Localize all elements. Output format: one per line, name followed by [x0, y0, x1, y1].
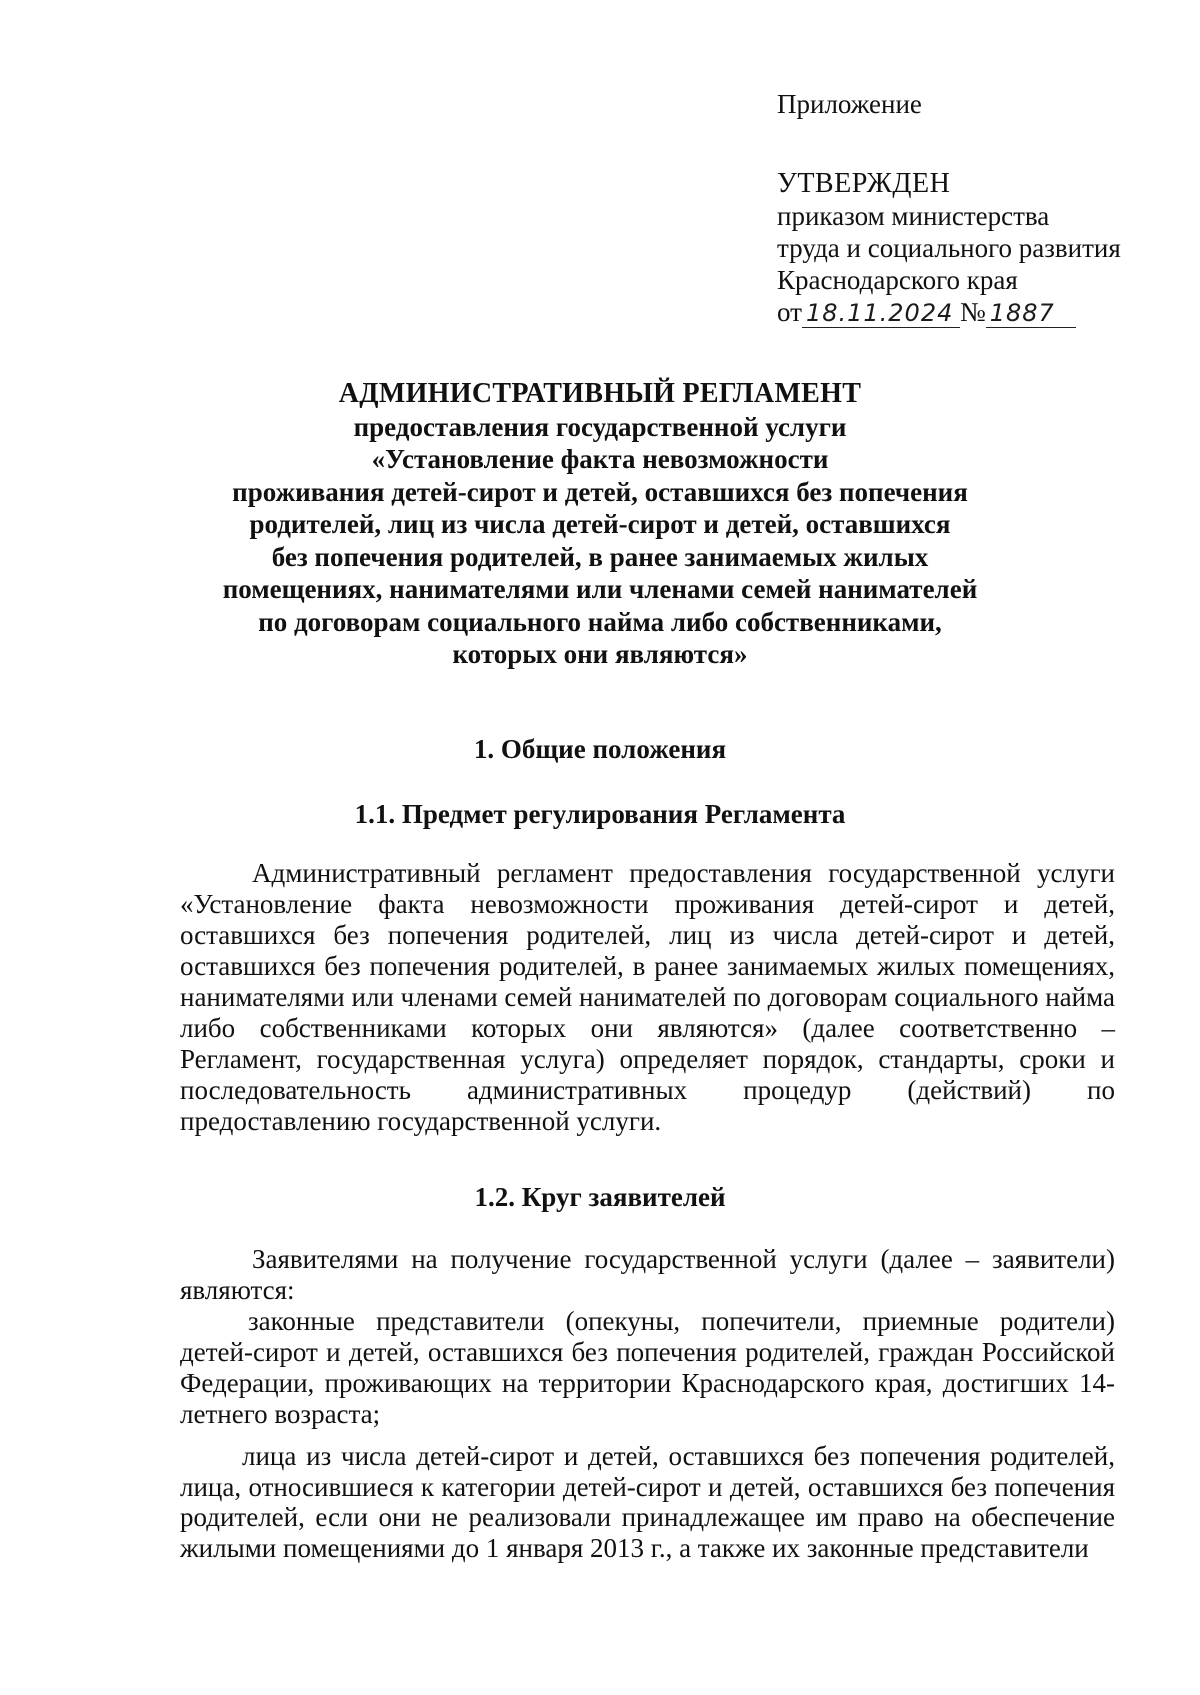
title-line: «Установление факта невозможности	[371, 444, 829, 474]
title-line: по договорам социального найма либо собственниками,	[258, 606, 942, 637]
section-heading-general: 1. Общие положения	[473, 734, 727, 764]
title-line: без попечения родителей, в ранее занимаемых жилых	[271, 541, 929, 572]
approval-stamp-block	[777, 88, 1177, 328]
handwritten-date: 18.11.2024	[802, 299, 960, 328]
approval-date-number-line	[777, 296, 1177, 328]
approval-line-3: Краснодарского края	[777, 265, 1018, 295]
title-line: которых они являются»	[452, 639, 748, 669]
approval-line-2: труда и социального развития	[777, 233, 1121, 263]
title-line: предоставления государственной услуги	[353, 411, 847, 442]
section-heading-subject: 1.1. Предмет регулирования Регламента	[354, 799, 846, 829]
paragraph-applicants-intro: Заявителями на получение государственной услуги (далее – заявители) являются:	[180, 1244, 1115, 1305]
title-line: родителей, лиц из числа детей-сирот и детей, оставшихся	[249, 509, 951, 539]
title-main: АДМИНИСТРАТИВНЫЙ РЕГЛАМЕНТ	[338, 378, 862, 409]
from-label: от	[777, 297, 802, 327]
title-line: проживания детей-сирот и детей, оставшихся без попечения	[232, 476, 968, 507]
appendix-caption: Приложение	[777, 89, 922, 119]
section-heading-applicants: 1.2. Круг заявителей	[474, 1182, 726, 1212]
approval-line-1: приказом министерства	[777, 201, 1050, 231]
paragraph-legal-representatives: законные представители (опекуны, попечители, приемные родители) детей-сирот и детей, оставшихся без попечения родителей, граждан Российской Федерации, проживающих на территории Краснодарского края, достигших 14-летнего возраста;	[180, 1306, 1115, 1429]
number-label: №	[959, 297, 986, 327]
approved-label: УТВЕРЖДЕН	[777, 168, 951, 199]
document-title	[160, 378, 1040, 671]
title-line: помещениях, нанимателями или членами семей нанимателей	[222, 574, 978, 604]
paragraph-subject: Административный регламент предоставления государственной услуги «Установление факта невозможности проживания детей-сирот и детей, оставшихся без попечения родителей, лиц из числа детей-сирот и детей, оставшихся без попечения родителей, в ранее занимаемых жилых помещениях, нанимателями или членами семей нанимателей по договорам социального найма либо собственниками которых они являются» (далее соответственно – Регламент, государственная услуга) определяет порядок, стандарты, сроки и последовательность административных процедур (действий) по предоставлению государственной услуги.	[180, 858, 1115, 1136]
paragraph-orphan-persons: лица из числа детей-сирот и детей, оставшихся без попечения родителей, лица, относившиеся к категории детей-сирот и детей, оставшихся без попечения родителей, если они не реализовали принадлежащее им право на обеспечение жилыми помещениями до 1 января 2013 г., а также их законные представители	[180, 1441, 1115, 1563]
handwritten-number: 1887	[986, 299, 1076, 328]
